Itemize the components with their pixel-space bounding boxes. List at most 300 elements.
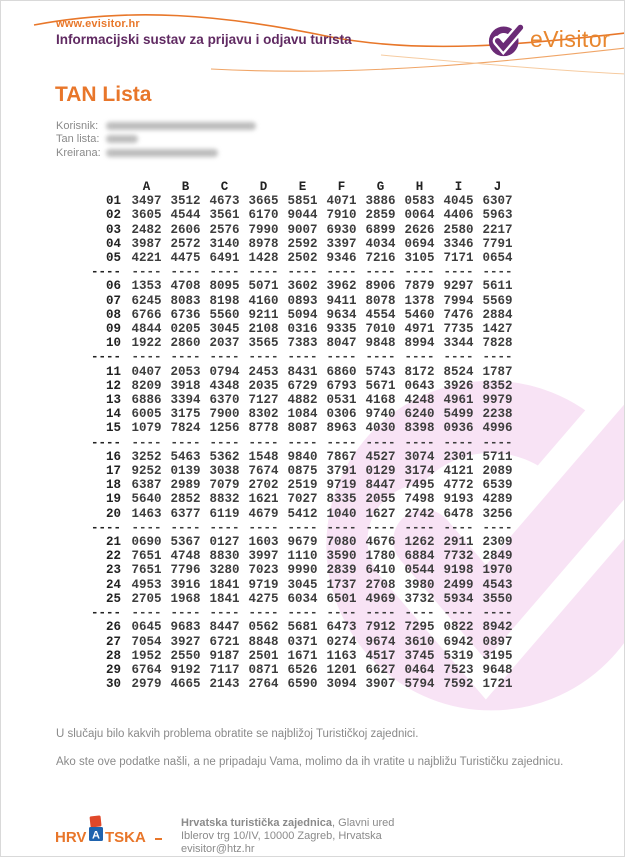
tan-cell: 4406 [443,208,474,223]
tan-cell: 3918 [170,378,201,393]
table-row [85,308,517,322]
tan-cell: 1970 [482,563,513,578]
separator-cell: ---- [482,606,513,621]
tan-cell: 5460 [404,307,435,322]
tan-cell: 4708 [170,279,201,294]
tan-cell: 2089 [482,464,513,479]
korisnik-label: Korisnik: [56,119,99,132]
tan-cell: 2037 [209,336,240,351]
tan-cell: 2849 [482,549,513,564]
separator-cell: ---- [248,350,279,365]
tan-cell: 3565 [248,336,279,351]
tan-cell: 1952 [131,648,162,663]
tan-cell: 4844 [131,322,162,337]
tan-cell: 0654 [482,251,513,266]
tan-cell: 4071 [326,194,357,209]
tan-cell: 7674 [248,464,279,479]
tan-cell: 0306 [326,407,357,422]
tan-cell: 3074 [404,449,435,464]
tan-cell: 3346 [443,236,474,251]
tan-cell: 2708 [365,577,396,592]
tan-cell: 0643 [404,378,435,393]
separator-cell: ---- [131,435,162,450]
tan-cell: 4348 [209,378,240,393]
tan-cell: 9198 [443,563,474,578]
tan-cell: 8963 [326,421,357,436]
kreirana-value-redacted [106,149,218,157]
tan-cell: 2301 [443,449,474,464]
hrvatska-tourist-board-logo [53,813,165,853]
separator-cell: ---- [90,265,121,280]
tan-cell: 0371 [287,634,318,649]
tan-cell: 4034 [365,236,396,251]
tan-cell: 1841 [209,591,240,606]
tan-cell: 3397 [326,236,357,251]
tan-cell: 7498 [404,492,435,507]
tan-cell: 2580 [443,222,474,237]
tan-cell: 1627 [365,506,396,521]
tan-cell: 8832 [209,492,240,507]
separator-cell: ---- [326,520,357,535]
tan-cell: 2519 [287,478,318,493]
separator-cell: ---- [248,520,279,535]
note-return: Ako ste ove podatke našli, a ne pripadaju Vama, molimo da ih vratite u najbližu Turističku zajednicu. [56,756,564,768]
evisitor-check-icon [488,21,525,58]
tan-cell: 1780 [365,549,396,564]
tan-cell: 9634 [326,307,357,322]
table-row [85,393,517,407]
tan-cell: 6721 [209,634,240,649]
row-number: 10 [105,336,121,351]
tan-cell: 0139 [170,464,201,479]
tan-cell: 7735 [443,322,474,337]
tan-cell: 2860 [170,336,201,351]
tan-cell: 7079 [209,478,240,493]
separator-cell: ---- [170,606,201,621]
tan-cell: 2626 [404,222,435,237]
tan-cell: 9648 [482,662,513,677]
tan-cell: 0694 [404,236,435,251]
tan-cell: 7216 [365,251,396,266]
column-header: D [259,180,268,194]
tan-cell: 7824 [170,421,201,436]
separator-row [85,606,517,620]
tan-cell: 4996 [482,421,513,436]
tan-cell: 7295 [404,620,435,635]
tan-cell: 4969 [365,591,396,606]
tan-cell: 3195 [482,648,513,663]
separator-cell: ---- [90,435,121,450]
tan-cell: 4517 [365,648,396,663]
separator-row [85,350,517,364]
tan-cell: 2035 [248,378,279,393]
tan-cell: 3344 [443,336,474,351]
row-number: 28 [105,648,121,663]
tan-cell: 3732 [404,591,435,606]
tan-cell: 7828 [482,336,513,351]
separator-cell: ---- [209,520,240,535]
tan-cell: 6729 [287,378,318,393]
tan-cell: 5569 [482,293,513,308]
tan-cell: 7080 [326,535,357,550]
tan-cell: 2989 [170,478,201,493]
tan-cell: 6170 [248,208,279,223]
tan-cell: 5681 [287,620,318,635]
tan-cell: 9192 [170,662,201,677]
tan-cell: 3886 [365,194,396,209]
tan-cell: 7592 [443,677,474,692]
tan-cell: 1621 [248,492,279,507]
separator-cell: ---- [170,435,201,450]
tan-cell: 8087 [287,421,318,436]
table-row [85,492,517,506]
korisnik-row [56,119,256,133]
tan-cell: 3665 [248,194,279,209]
separator-cell: ---- [365,520,396,535]
separator-cell: ---- [482,520,513,535]
row-number: 30 [105,677,121,692]
corner-cell [85,180,127,194]
table-row [85,450,517,464]
tan-cell: 2742 [404,506,435,521]
separator-cell: ---- [131,350,162,365]
tan-cell: 0562 [248,620,279,635]
header-text-block [56,18,352,47]
tan-cell: 3561 [209,208,240,223]
tan-cell: 7127 [248,393,279,408]
tan-cell: 8078 [365,293,396,308]
tan-cell: 5499 [443,407,474,422]
tan-cell: 6627 [365,662,396,677]
separator-cell: ---- [443,265,474,280]
tan-cell: 4275 [248,591,279,606]
row-number: 25 [105,591,121,606]
tan-cell: 4248 [404,393,435,408]
site-url: www.evisitor.hr [56,18,140,30]
tan-cell: 7523 [443,662,474,677]
tan-cell: 0205 [170,322,201,337]
separator-cell: ---- [209,435,240,450]
row-number: 02 [105,208,121,223]
table-row [85,336,517,350]
table-row [85,237,517,251]
tan-cell: 1968 [170,591,201,606]
row-number: 26 [105,620,121,635]
tan-cell: 3038 [209,464,240,479]
row-number: 23 [105,563,121,578]
tan-cell: 0127 [209,535,240,550]
tan-cell: 8848 [248,634,279,649]
row-number: 06 [105,279,121,294]
tan-cell: 6930 [326,222,357,237]
brand-name: eVisitor [530,26,611,52]
separator-cell: ---- [404,520,435,535]
tan-cell: 7027 [287,492,318,507]
separator-cell: ---- [482,350,513,365]
column-header: G [376,180,385,194]
separator-cell: ---- [287,265,318,280]
tan-cell: 1721 [482,677,513,692]
column-header: A [142,180,151,194]
tan-cell: 2705 [131,591,162,606]
tan-cell: 6764 [131,662,162,677]
separator-cell: ---- [326,606,357,621]
tan-cell: 5319 [443,648,474,663]
tan-cell: 3174 [404,464,435,479]
tan-cell: 6526 [287,662,318,677]
footer-address-block [181,817,394,856]
separator-cell: ---- [131,265,162,280]
row-number: 01 [105,194,121,209]
tan-cell: 1378 [404,293,435,308]
tan-cell: 7900 [209,407,240,422]
tan-cell: 7994 [443,293,474,308]
tan-cell: 0871 [248,662,279,677]
tan-cell: 9044 [287,208,318,223]
separator-cell: ---- [90,350,121,365]
note-problems: U slučaju bilo kakvih problema obratite se najbližoj Turističkoj zajednici. [56,728,419,740]
tan-cell: 2979 [131,677,162,692]
tan-cell: 0893 [287,293,318,308]
tan-cell: 2143 [209,677,240,692]
separator-cell: ---- [404,435,435,450]
row-number: 21 [105,535,121,550]
separator-cell: ---- [170,350,201,365]
row-number: 27 [105,634,121,649]
tan-cell: 6501 [326,591,357,606]
tan-cell: 3907 [365,677,396,692]
separator-cell: ---- [170,520,201,535]
tan-cell: 9252 [131,464,162,479]
tan-cell: 2108 [248,322,279,337]
tan-cell: 2702 [248,478,279,493]
evisitor-logo [488,21,610,58]
tan-cell: 1079 [131,421,162,436]
tan-cell: 2884 [482,307,513,322]
separator-cell: ---- [443,606,474,621]
tan-cell: 3590 [326,549,357,564]
tan-cell: 7879 [404,279,435,294]
tan-cell: 3962 [326,279,357,294]
tan-cell: 3497 [131,194,162,209]
tan-cell: 1084 [287,407,318,422]
tan-cell: 1922 [131,336,162,351]
tan-cell: 7171 [443,251,474,266]
row-number: 22 [105,549,121,564]
table-row [85,194,517,208]
tan-cell: 6590 [287,677,318,692]
tan-cell: 9007 [287,222,318,237]
separator-cell: ---- [248,435,279,450]
separator-cell: ---- [365,606,396,621]
table-row [85,635,517,649]
tan-cell: 5094 [287,307,318,322]
tan-cell: 5611 [482,279,513,294]
table-row [85,663,517,677]
tan-cell: 6899 [365,222,396,237]
tan-cell: 4160 [248,293,279,308]
tan-cell: 6119 [209,506,240,521]
tan-cell: 8335 [326,492,357,507]
table-row [85,620,517,634]
tan-cell: 8198 [209,293,240,308]
tan-cell: 8942 [482,620,513,635]
separator-cell: ---- [170,265,201,280]
tan-cell: 9679 [287,535,318,550]
row-number: 15 [105,421,121,436]
tan-cell: 3927 [170,634,201,649]
tan-cell: 6240 [404,407,435,422]
tan-cell: 5560 [209,307,240,322]
tan-cell: 2453 [248,364,279,379]
tan-lista-value-redacted [106,135,138,143]
tan-cell: 9674 [365,634,396,649]
tan-cell: 1427 [482,322,513,337]
tan-cell: 7476 [443,307,474,322]
row-number: 04 [105,236,121,251]
table-row [85,279,517,293]
tan-cell: 8302 [248,407,279,422]
table-row [85,464,517,478]
separator-cell: ---- [248,606,279,621]
separator-row [85,265,517,279]
tan-cell: 7990 [248,222,279,237]
tan-cell: 4289 [482,492,513,507]
tan-cell: 1256 [209,421,240,436]
tan-cell: 5851 [287,194,318,209]
tan-cell: 3791 [326,464,357,479]
separator-cell: ---- [326,435,357,450]
row-number: 24 [105,577,121,592]
separator-cell: ---- [404,350,435,365]
table-row [85,379,517,393]
tan-cell: 7910 [326,208,357,223]
tan-cell: 9719 [248,577,279,592]
tan-cell: 4676 [365,535,396,550]
tan-cell: 9411 [326,293,357,308]
tan-cell: 1163 [326,648,357,663]
tan-cell: 4882 [287,393,318,408]
tan-cell: 5743 [365,364,396,379]
row-number: 03 [105,222,121,237]
tan-cell: 4748 [170,549,201,564]
separator-row [85,436,517,450]
footer-address: Iblerov trg 10/IV, 10000 Zagreb, Hrvatska [181,830,382,842]
footer-org-name: Hrvatska turistička zajednica [181,817,333,829]
tan-cell: 6410 [365,563,396,578]
tan-cell: 9990 [287,563,318,578]
tan-cell: 3916 [170,577,201,592]
tan-cell: 4544 [170,208,201,223]
separator-cell: ---- [90,606,121,621]
tan-cell: 1040 [326,506,357,521]
logo-text-tska: TSKA [105,829,146,846]
tan-cell: 9346 [326,251,357,266]
tan-cell: 0936 [443,421,474,436]
korisnik-value-redacted [106,122,256,130]
tan-cell: 5367 [170,535,201,550]
table-row [85,322,517,336]
tan-cell: 4679 [248,506,279,521]
tan-cell: 8778 [248,421,279,436]
separator-cell: ---- [209,265,240,280]
tan-cell: 2502 [287,251,318,266]
tan-cell: 5711 [482,449,513,464]
tan-cell: 2499 [443,577,474,592]
tan-cell: 9840 [287,449,318,464]
tan-cell: 4772 [443,478,474,493]
table-row [85,535,517,549]
tan-cell: 1787 [482,364,513,379]
row-number: 16 [105,449,121,464]
tan-cell: 6034 [287,591,318,606]
tan-cell: 0274 [326,634,357,649]
tan-cell: 7796 [170,563,201,578]
tan-cell: 8447 [365,478,396,493]
tan-cell: 1110 [287,549,318,564]
tan-cell: 8398 [404,421,435,436]
tan-cell: 2606 [170,222,201,237]
row-number: 12 [105,378,121,393]
tan-cell: 6942 [443,634,474,649]
row-number: 19 [105,492,121,507]
table-row [85,407,517,421]
tan-cell: 3094 [326,677,357,692]
tan-cell: 1841 [209,577,240,592]
logo-text-a: A [92,829,100,842]
separator-cell: ---- [365,265,396,280]
tan-cell: 4121 [443,464,474,479]
tan-cell: 4527 [365,449,396,464]
tan-cell: 9193 [443,492,474,507]
column-header: E [298,180,307,194]
table-row [85,208,517,222]
tan-cell: 2839 [326,563,357,578]
tan-cell: 0690 [131,535,162,550]
tan-cell: 3045 [209,322,240,337]
column-header: H [415,180,424,194]
tan-cell: 8524 [443,364,474,379]
tan-cell: 4665 [170,677,201,692]
row-number: 07 [105,293,121,308]
tan-lista-label: Tan lista: [56,133,100,146]
separator-cell: ---- [287,435,318,450]
tan-cell: 3602 [287,279,318,294]
separator-cell: ---- [365,435,396,450]
tan-cell: 3610 [404,634,435,649]
tan-cell: 4971 [404,322,435,337]
tan-cell: 8978 [248,236,279,251]
footer-org-line [181,817,394,830]
tan-cell: 1353 [131,279,162,294]
row-number: 29 [105,662,121,677]
tan-cell: 4045 [443,194,474,209]
tan-cell: 1737 [326,577,357,592]
tan-cell: 6860 [326,364,357,379]
tan-cell: 3997 [248,549,279,564]
column-header: C [220,180,229,194]
tan-cell: 3256 [482,506,513,521]
tan-cell: 3140 [209,236,240,251]
tan-cell: 1603 [248,535,279,550]
tan-cell: 0583 [404,194,435,209]
table-row [85,563,517,577]
table-row [85,223,517,237]
tan-cell: 3105 [404,251,435,266]
tan-cell: 8083 [170,293,201,308]
tan-cell: 6736 [170,307,201,322]
separator-cell: ---- [131,606,162,621]
